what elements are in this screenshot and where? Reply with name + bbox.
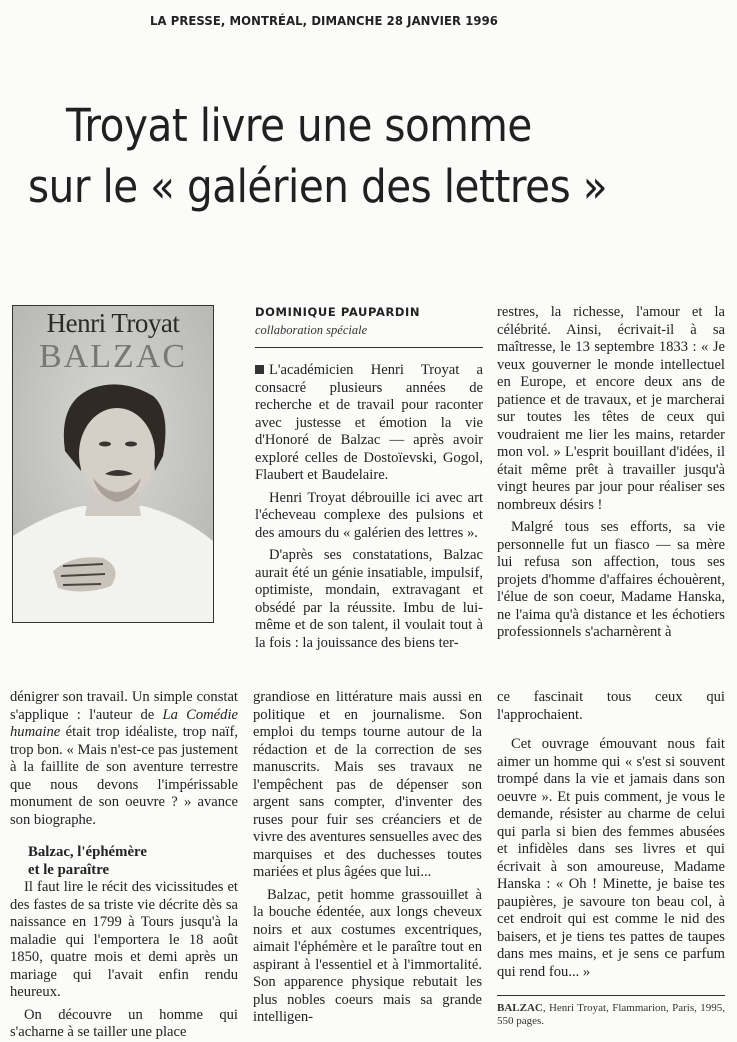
paragraph: L'académicien Henri Troyat a consacré plusieurs années de recherche et de travail pour raconter avec justesse et émotion la vie d'Honoré de Balzac — après avoir exploré celles de Dostoïevski, Gogol, Flaubert et Baudelaire.	[255, 362, 483, 483]
headline-line-1: Troyat livre une somme	[66, 99, 532, 152]
paragraph: Il faut lire le récit des vicissitudes et des fastes de sa triste vie décrite dès sa naissance en 1799 à Tours jusqu'à la maladie qui l'emportera le 18 août 1850, quatre mois et demi après un mariage qui l'avait enfin rendu heureux.	[10, 879, 238, 1000]
cover-author: Henri Troyat	[46, 308, 180, 338]
book-source-reference: BALZAC, Henri Troyat, Flammarion, Paris, 1995, 550 pages.	[497, 1002, 725, 1027]
book-title-italic: La Comédie humaine	[10, 706, 238, 740]
column-3-bottom	[497, 689, 725, 1028]
paragraph: restres, la richesse, l'amour et la célébrité. Ainsi, écrivait-il à sa maîtresse, le 13 septembre 1833 : « Je veux gouverner le monde intellectuel en Europe, et encore deux ans de patience et de travaux, et je marcherai sur toutes les têtes de ceux qui voudraient me lier les mains, retarder mon vol. » L'esprit bouillant d'idées, il était même prêt à travailler jusqu'à vingt heures par jour pour réaliser ses nombreux désirs !	[497, 304, 725, 513]
book-cover-image	[12, 305, 214, 623]
source-divider	[497, 995, 725, 996]
paragraph: On découvre un homme qui s'acharne à se tailler une place	[10, 1006, 238, 1040]
paragraph: ce fascinait tous ceux qui l'approchaient.	[497, 689, 725, 723]
byline-name: DOMINIQUE PAUPARDIN	[255, 305, 421, 319]
paragraph: D'après ses constatations, Balzac aurait été un génie insatiable, impulsif, optimiste, mondain, extravagant et obsédé par la réussite. Imbu de lui-même et de son talent, il voulait tout à la fois : la jouissance des biens ter-	[255, 547, 483, 651]
dateline: LA PRESSE, MONTRÉAL, DIMANCHE 28 JANVIER 1996	[150, 13, 498, 28]
paragraph: Balzac, petit homme grassouillet à la bouche édentée, aux longs cheveux noirs et aux costumes excentriques, aimait l'éphémère et le paraître tout en aspirant à l'essentiel et à l'immortalité. Son apparence physique rebutait les plus nobles coeurs mais sa grande intelligen-	[253, 886, 482, 1025]
paragraph: Malgré tous ses efforts, sa vie personnelle fut un fiasco — sa mère lui refusa son affection, tous ses projets d'homme d'affaires échouèrent, l'élue de son coeur, Madame Hanska, ne l'aima qu'à distance et les échotiers professionnels s'acharnèrent à	[497, 519, 725, 640]
column-3-top	[497, 304, 725, 642]
cover-title: BALZAC	[39, 338, 187, 375]
paragraph: dénigrer son travail. Un simple constat s'applique : l'auteur de La Comédie humaine était trop idéaliste, trop naïf, trop bon. « Mais n'est-ce pas justement à la faillite de son aventure terrestre que nous devons l'impérissable monument de son oeuvre ? » avance son biographe.	[10, 689, 238, 828]
column-2-bottom	[253, 689, 482, 1027]
paragraph: Cet ouvrage émouvant nous fait aimer un homme qui « s'est si souvent trompé dans la vie et jamais dans son oeuvre ». Et puis comment, je vous le demande, résister au charme de celui qui parla si bien des femmes abusées et infidèles dans ses livres et qui écrivait à son amoureuse, Madame Hanska : « Oh ! Minette, je baise tes paupières, je savoure ton beau col, à cet endroit qui est comme le nid des baisers, et je tiens tes pattes de taupes dans mes mains, et je sens ce parfum qui rend fou... »	[497, 736, 725, 980]
byline-role: collaboration spéciale	[255, 322, 368, 337]
paragraph: grandiose en littérature mais aussi en politique et en journalisme. Son emploi du temps tourne autour de la rédaction et de la correction de ses manuscrits. Mais ses travaux ne l'empêchent pas de dépenser son argent sans compter, d'inventer des ruses pour fuir ses créanciers et de vivre des aventures sensuelles avec des marquises et des duchesses toutes mariées et plus âgées que lui...	[253, 689, 482, 880]
headline-line-2: sur le « galérien des lettres »	[28, 160, 608, 213]
subheading: Balzac, l'éphémère et le paraître	[28, 844, 147, 878]
paragraph: Henri Troyat débrouille ici avec art l'écheveau complexe des pulsions et des amours du « galérien des lettres ».	[255, 489, 483, 541]
byline-divider	[255, 347, 483, 348]
column-2-top	[255, 304, 483, 652]
square-bullet-icon	[255, 365, 264, 374]
column-1-bottom	[10, 689, 238, 1042]
